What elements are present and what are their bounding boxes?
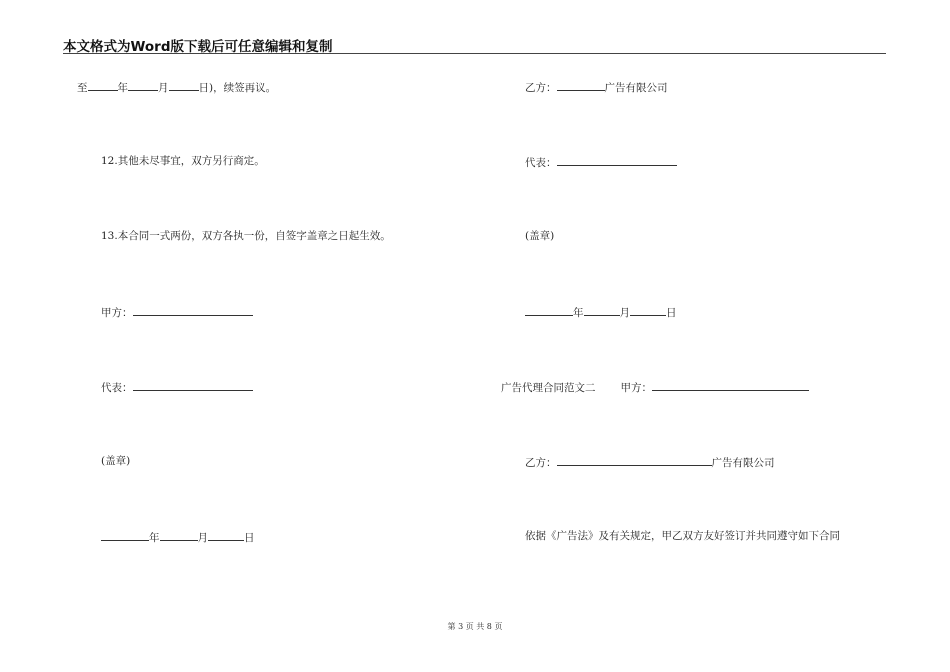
party-b-blank	[557, 79, 605, 91]
sample-two-title: 广告代理合同范文二	[501, 382, 596, 394]
party-b-line	[525, 79, 668, 95]
right-representative-line	[525, 154, 677, 170]
header-title: 本文格式为Word版下载后可任意编辑和复制	[63, 39, 333, 55]
day-blank	[169, 79, 199, 91]
month-label: 月	[158, 82, 169, 94]
right-day-label: 日	[666, 307, 677, 319]
right-representative-label: 代表：	[525, 157, 557, 169]
left-seal	[101, 454, 130, 468]
left-month-label: 月	[197, 532, 208, 544]
clause-12-text: 12.其他未尽事宜，双方另行商定。	[101, 155, 265, 167]
right-seal-text: (盖章)	[525, 230, 555, 242]
left-day-label: 日	[244, 532, 255, 544]
right-seal	[525, 229, 554, 243]
contract-basis-text: 依据《广告法》及有关规定，甲乙双方友好签订并共同遵守如下合同	[525, 530, 840, 542]
party-b2-blank	[557, 454, 712, 466]
right-month-blank	[584, 304, 620, 316]
party-b-label: 乙方：	[525, 82, 557, 94]
left-year-blank	[101, 529, 149, 541]
year-blank	[88, 79, 118, 91]
party-a-line	[101, 304, 253, 320]
left-month-blank	[160, 529, 198, 541]
left-year-label: 年	[149, 532, 160, 544]
party-a2-label: 甲方：	[620, 382, 652, 394]
party-b2-line	[525, 454, 775, 470]
left-representative-blank	[133, 379, 253, 391]
party-a2-blank	[652, 379, 809, 391]
page-footer	[0, 621, 950, 632]
month-blank	[128, 79, 158, 91]
left-representative-label: 代表：	[101, 382, 133, 394]
left-representative-line	[101, 379, 253, 395]
left-date-line	[101, 529, 255, 545]
left-seal-text: (盖章)	[101, 455, 131, 467]
left-day-blank	[208, 529, 244, 541]
right-year-label: 年	[573, 307, 584, 319]
party-a-blank	[133, 304, 253, 316]
clause-13-text: 13.本合同一式两份，双方各执一份，自签字盖章之日起生效。	[101, 230, 391, 242]
right-year-blank	[525, 304, 573, 316]
term-prefix: 至	[77, 82, 88, 94]
right-date-line	[525, 304, 677, 320]
term-suffix: 日)，续签再议。	[198, 82, 277, 94]
contract-basis-line	[525, 529, 840, 543]
term-renewal-line	[77, 79, 276, 95]
party-b2-suffix: 广告有限公司	[711, 457, 775, 469]
year-label: 年	[117, 82, 128, 94]
party-b-suffix: 广告有限公司	[604, 82, 668, 94]
right-day-blank	[630, 304, 666, 316]
party-b2-label: 乙方：	[525, 457, 557, 469]
right-month-label: 月	[619, 307, 630, 319]
page-number: 第 3 页 共 8 页	[447, 622, 503, 631]
sample-two-line	[501, 379, 809, 395]
clause-13	[101, 229, 391, 243]
party-a-label: 甲方：	[101, 307, 133, 319]
clause-12	[101, 154, 265, 168]
page-header	[63, 34, 886, 54]
right-representative-blank	[557, 154, 677, 166]
